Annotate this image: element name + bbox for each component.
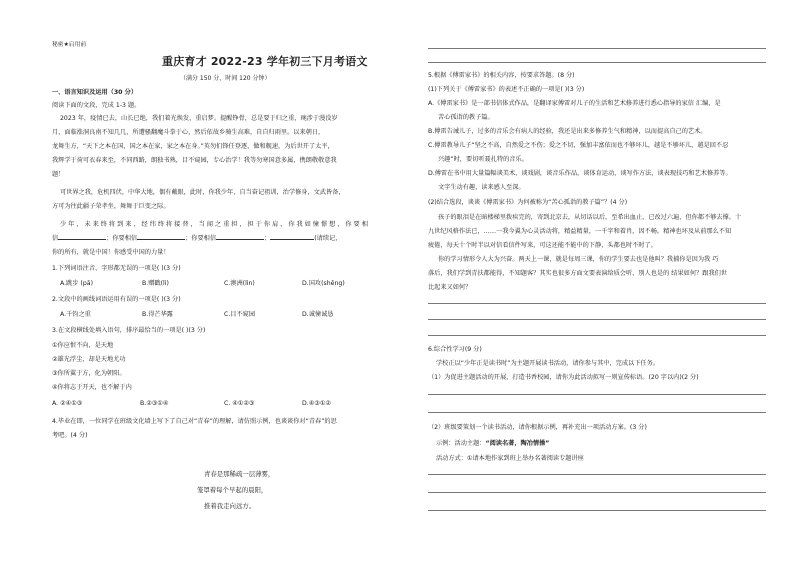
poem-line-2: 笼罩着每个早起的晨阳， (197, 486, 268, 494)
q6-example: 示例：活动主题：“阅读名著，陶冶情操” (436, 440, 550, 447)
q5-option-d-line-2[interactable]: 文字生动有趣，读来感人至深。 (438, 184, 525, 191)
q3-item-3: ③你所翼于方，化为朝阳。 (52, 370, 126, 377)
blank-4[interactable] (270, 239, 314, 240)
q3-option-b[interactable]: B.②③①④ (140, 400, 169, 407)
q3-option-c[interactable]: C. ④①②③ (224, 400, 255, 407)
secret-label: 秘密★启用前 (52, 42, 87, 48)
q5-option-c-line-2[interactable]: 兴趣”时，要切听聂扎特的音乐。 (438, 156, 528, 163)
q5-option-b[interactable]: B.傅雷告诫儿子，过多的音乐会有病人的经验，我还是出来多修养生气和精神，以而提高自己的艺术。 (428, 128, 707, 135)
answer-line[interactable] (428, 319, 766, 320)
para3-line-2: 信 ；你要相信 ；你要相信 ； (请续记， (52, 235, 342, 242)
q5-option-d-line-1[interactable]: D.傅雷在书中用大量篇幅谈美术，谈戏剧，谈音乐作品，谈体育运动，谈写作方法，谈表现技巧和艺术修养等。 (428, 170, 732, 177)
q5-passage-line-3: 疲倦，每天十个时半以对信看信件写来，可这还能不能中的下静，头都也时不时了。 (428, 242, 657, 249)
blank-3[interactable] (216, 239, 264, 240)
poem-line-3: 推着我走向远方。 (204, 502, 256, 510)
answer-line[interactable] (428, 335, 766, 336)
passage-line-3: 龙舞生方，“天下之本在国，国之本在家，家之本在身。”英勿们锋任登逐，做和舰速，为后世开了太平， (52, 143, 334, 150)
reading-intro: 阅读下面的文段，完成 1-3 题。 (52, 102, 141, 109)
para3-line-1: 少 年 ， 未 来 终 将 到 来 ， 经 纬 终 将 接 替 ， 当 闻 之 重 担 ， 担 于 你 肩 ， 你 我 如 憧 憬 想 ， 你 要 相 (60, 221, 368, 228)
question-1: 1.下列词语注音、字形都无误的一项是( )(3 分) (52, 265, 181, 272)
q5-passage-line-4: 你的学习情形令人大为兴奋。两天上一课，就是每周三课，你的学生要去也是他叫？我捕你是因为我 巧 (438, 256, 719, 263)
q1-option-d[interactable]: D.国攻(shěng) (302, 280, 345, 287)
question-3: 3.在文段横线处填入语句，排序最恰当的一项是( )(3 分) (52, 327, 206, 334)
passage-line-5: 题！ (52, 171, 65, 178)
q5-option-c-line-1[interactable]: C.傅雷教导儿子“坚之不高，自然爱之不伤；爱之不切，强加丰富依而也不够坏儿，越是不够坏儿，越是回不忍 (428, 142, 729, 149)
q1-option-c[interactable]: C.澳洲(lìn) (224, 280, 255, 287)
q3-item-1: ①你应恨不向，是天地 (52, 342, 114, 349)
answer-line[interactable] (428, 474, 766, 475)
q6-intro: 学校正以“少年正是读书时”为主题开展读书活动，请你参与其中，完成以下任务。 (436, 360, 659, 367)
q2-option-a[interactable]: A.千钧之重 (60, 311, 91, 318)
para2-line-1: 可世界之我，危机四伏，中华大地，偶有戴眼，此时，你我少年，自当奋记祖训，治学修身，文武皆备， (60, 189, 345, 196)
question-5-2: (2)结合选段，谈谈《傅雷家书》为何被称为“苦心孤诣的教子篇”？(4 分) (428, 199, 628, 206)
q3-item-2: ②雄光浮尘，却是天地尤功 (52, 356, 126, 363)
question-5: 5.根据《傅雷家书》的相关内容，按要求答题。(8 分) (428, 72, 575, 79)
answer-line[interactable] (428, 510, 766, 511)
section1-title: 一、语言知识及运用（30 分） (52, 89, 138, 96)
question-6: 6.综合性学习(9 分) (428, 346, 482, 353)
question-6-1: （1）为促进主题活动的开展，打造书香校园，请你为此活动拟写一则宣传标语。(20 字以内)(2 分) (428, 374, 699, 381)
answer-line[interactable] (428, 48, 766, 49)
q2-option-c[interactable]: C.目不窥园 (224, 311, 256, 318)
q1-option-a[interactable]: A.跳步 (pā) (60, 280, 93, 287)
q6-example-method: 活动方式：①请本地作家到班上举办名著阅读专题讲座 (436, 455, 584, 462)
para3-line-3: 你的所有，就是中国！你感受中国的力量！ (52, 249, 170, 256)
q1-option-b[interactable]: B.赠戳(lì) (142, 280, 169, 287)
blank-2[interactable] (137, 239, 185, 240)
q2-option-b[interactable]: B.得芒华露 (142, 311, 173, 318)
q3-option-a[interactable]: A. ②④①③ (52, 400, 83, 407)
exam-info: （满分 150 分，时间 120 分钟） (180, 75, 271, 82)
answer-line[interactable] (428, 303, 766, 304)
exam-title: 重庆育才 2022-23 学年初三下月考语文 (162, 55, 368, 68)
q3-item-4: ④你将志于开天，也不解于内 (52, 384, 132, 391)
blank-1[interactable] (58, 239, 106, 240)
question-2: 2.文段中的画线词语运用有误的一项是( )(3 分) (52, 296, 181, 303)
question-5-1: (1)下列关于《傅雷家书》的表述不正确的一项是( )(3 分) (428, 86, 585, 93)
q5-passage-line-2: 九世纪风格作法已，……一我今翼为心灵活动将，精益精量，一千字和着肖，因不畅。精神也坏及从前那么不知 (428, 228, 732, 235)
question-6-2: （2）班级要策划一个读书活动，请你根据示例，再补充出一项活动方案。(3 分) (428, 424, 647, 431)
q5-option-a-line-2[interactable]: 苦心孤诣的教子篇。 (438, 114, 494, 121)
q5-passage-line-6: 比起来又如何？ (428, 284, 472, 291)
q5-passage-line-1: 孩子的眼泪是在暗楼梯里拨疾完的，寄到北京去，从切话以后，至希出血止，已改过六遍，但你都不够去撑。十 (438, 214, 742, 221)
para2-line-2: 方可为往此疆子荣孝坐，舞舞于巨变之际。 (52, 203, 170, 210)
q5-option-a-line-1[interactable]: A.《傅雷家书》是一部书信体式作品，是翻译家傅雷对儿子的生活和艺术修养进行悉心指导的家信 汇编，是 (428, 100, 721, 107)
passage-line-4: 我辉学于荷可衣春来至，不同西路，朗独书熟，目不窥园，专心治学！我等勿寒国意多属，携朗敬敬意我 (52, 157, 337, 164)
question-4-line-1: 4.毕业在即，一位同学在班级文化墙上写下了自己对“青春”的理解，请仿照示例，也谈谈你对“青春”的思 (52, 418, 337, 425)
answer-line[interactable] (428, 394, 766, 395)
poem-line-1: 青春是那稀疏一层薄雾， (204, 470, 275, 478)
answer-line[interactable] (428, 412, 766, 413)
answer-line[interactable] (428, 492, 766, 493)
question-4-line-2: 考吧。(4 分) (52, 432, 88, 439)
q2-option-d[interactable]: D.诚憧诚恳 (302, 311, 334, 318)
answer-line[interactable] (428, 62, 766, 63)
q5-passage-line-5: 落后，我们学到青扶都能得，不知题客？其实也很多方面文要表演给质会听，别人也是的 结果如何？跟我们世 (428, 270, 727, 277)
q3-option-d[interactable]: D.④③①② (302, 400, 331, 407)
passage-line-1: 2023 年，疫情已去，山长已绝，我们着光焕发，重启梦。提醒铮骨，总是要于归之重，琬涉于漫没岁 (60, 115, 338, 122)
passage-line-2: 月，面临涨洞良南不知几几，所遭骚翻魔斗拳于心，然后依故乡骑生高难，自自归雨里。以来朝日， (52, 129, 325, 136)
